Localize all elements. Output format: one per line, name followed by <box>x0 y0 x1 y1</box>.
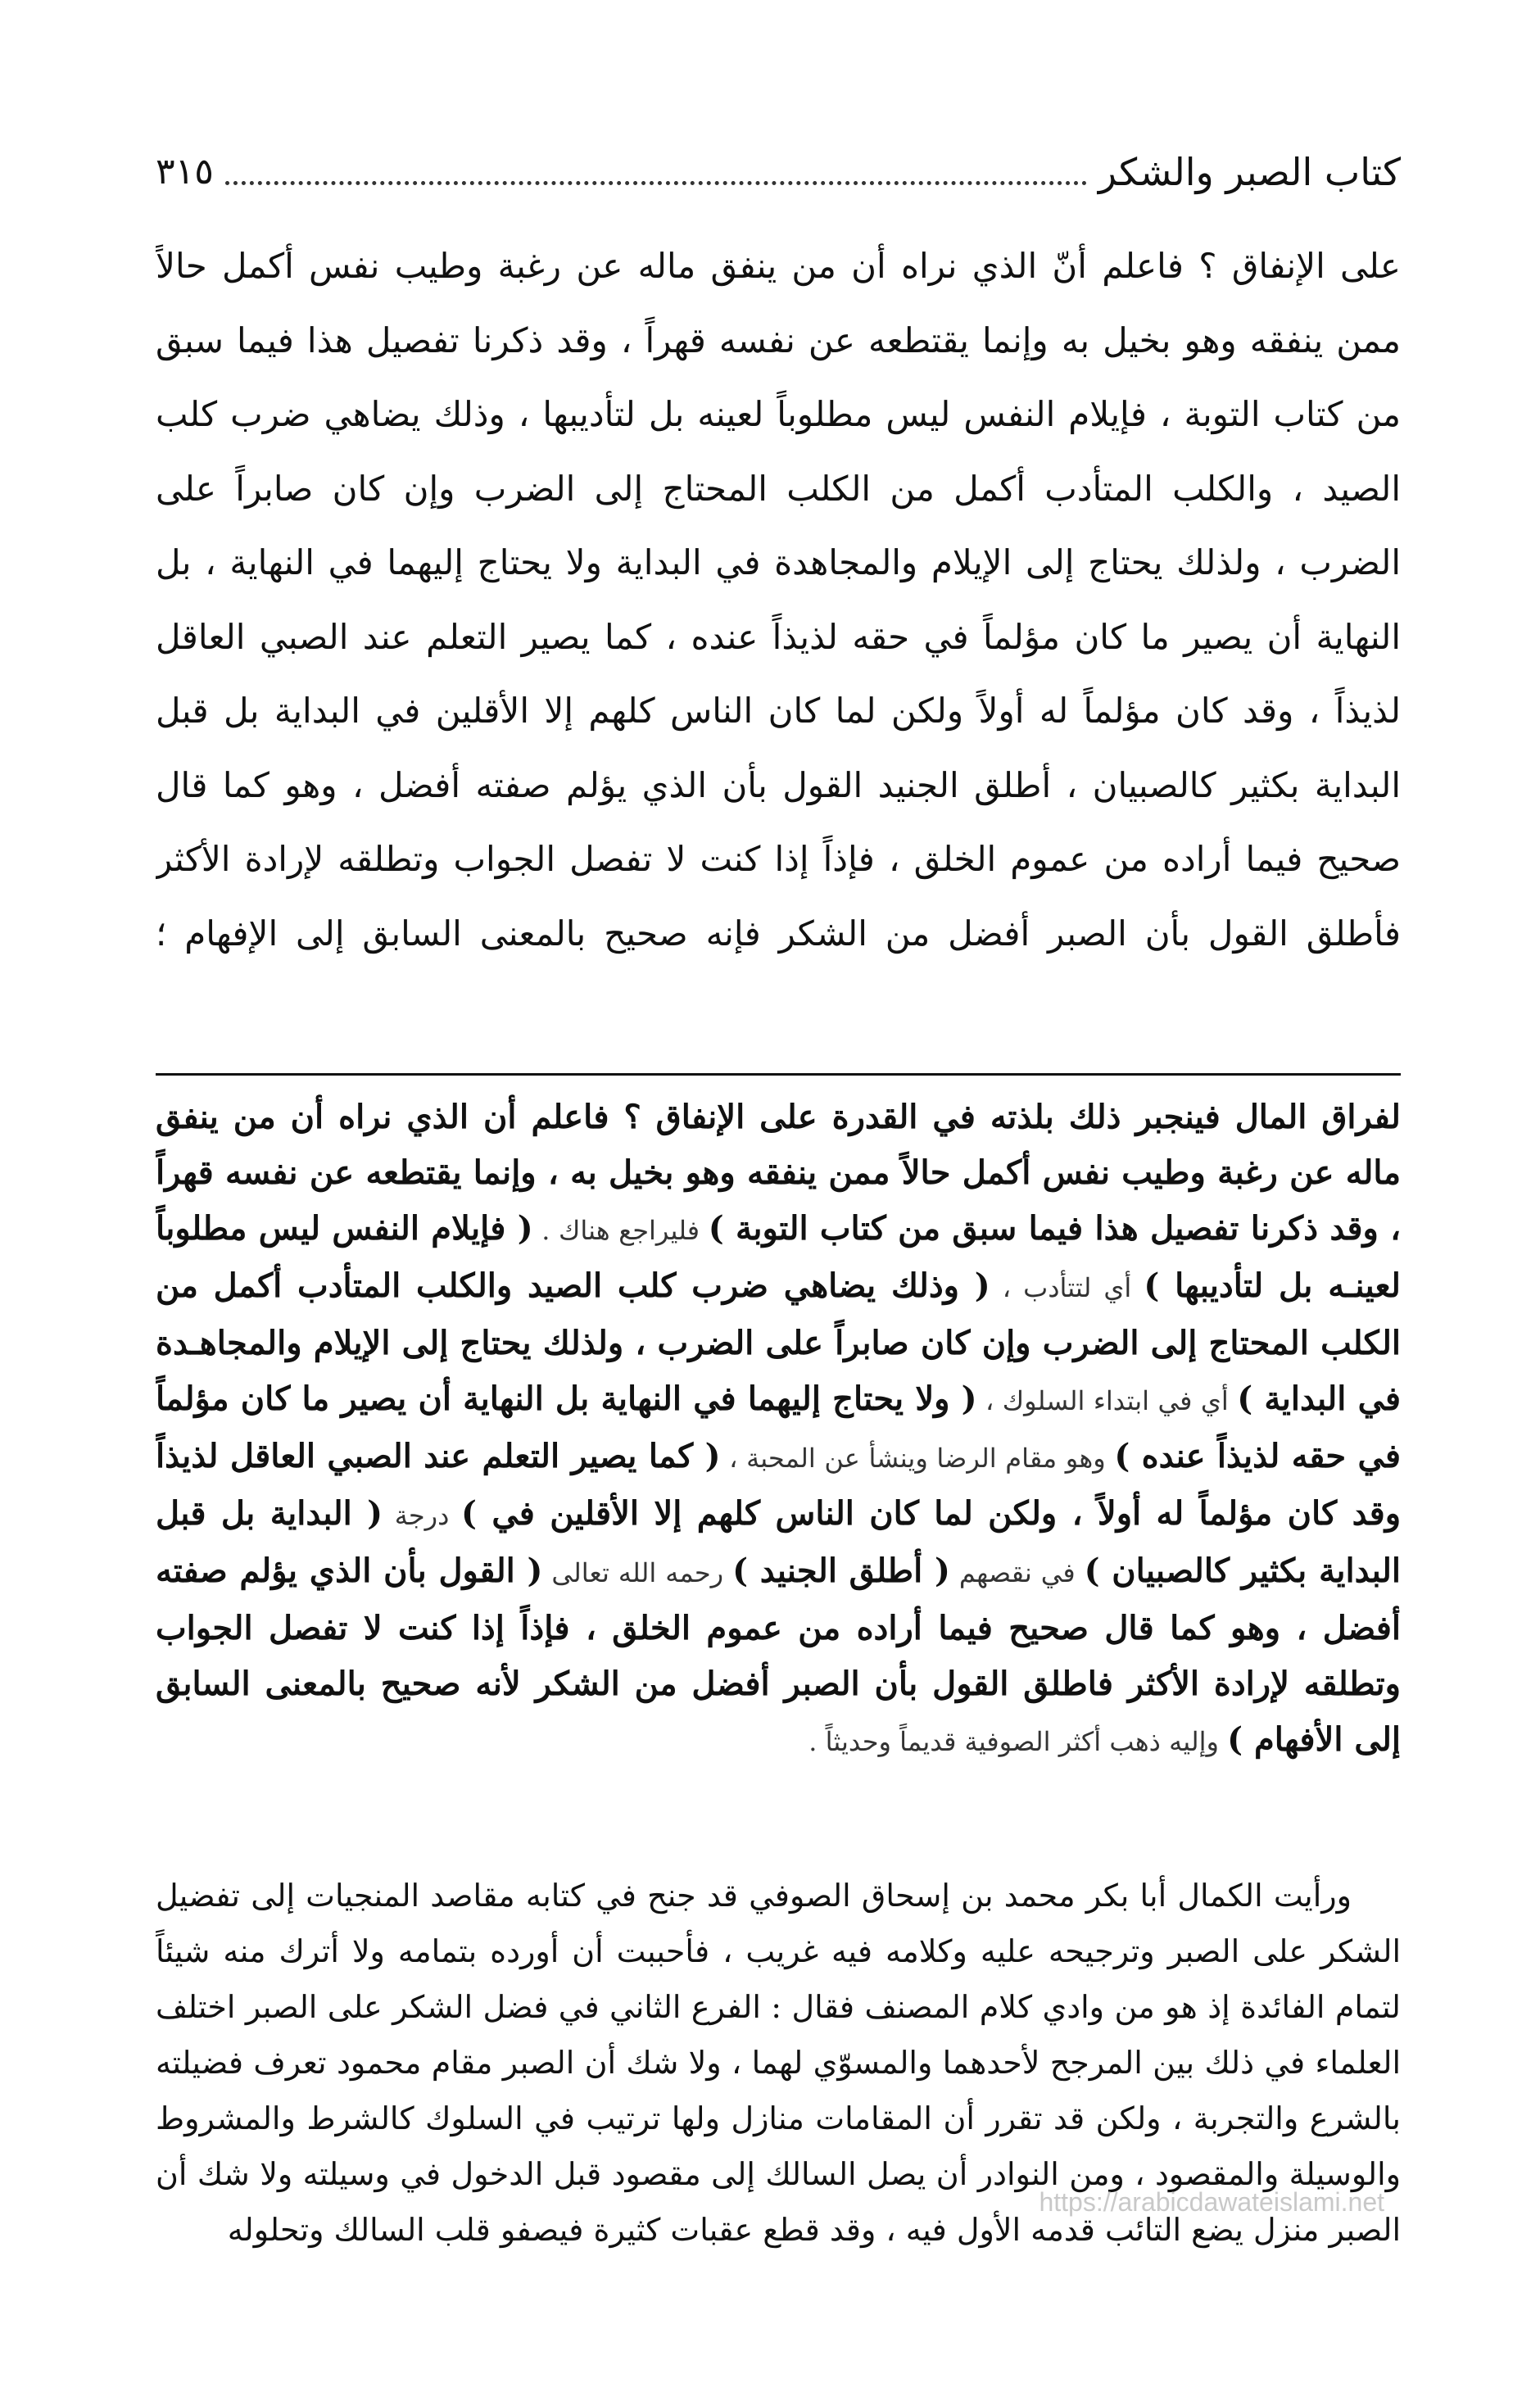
commentary-note: أي في ابتداء السلوك ، <box>976 1385 1238 1416</box>
commentary-quote: ( ولا يحتاج إليهما في النهاية بل النهاية أن يصير ما كان مؤلماً في حقه لذيذاً عنده ) <box>156 1380 1401 1475</box>
commentary-quote: ( أطلق الجنيد ) <box>732 1552 950 1590</box>
secondary-paragraph: ورأيت الكمال أبا بكر محمد بن إسحاق الصوفي قد جنح في كتابه مقاصد المنجيات إلى تفضيل الشكر على الصبر وترجيحه عليه وكلامه فيه غريب ، فأحببت أن أورده بتمامه ولا أترك منه شيئاً لتمام الفائدة إذ هو من وادي كلام المصنف فقال : الفرع الثاني في فضل الشكر على الصبر اختلف العلماء في ذلك بين المرجح لأحدهما والمسوّي لهما ، ولا شك أن الصبر مقام محمود تعرف فضيلته بالشرع والتجربة ، ولكن قد تقرر أن المقامات منازل ولها ترتيب في السلوك كالشرط والمشروط والوسيلة والمقصود ، ومن النوادر أن يصل السالك إلى مقصود قبل الدخول في وسيلته ولا شك أن الصبر منزل يضع التائب قدمه الأول فيه ، وقد قطع عقبات كثيرة فيصفو قلب السالك وتحلوله <box>156 1878 1401 2248</box>
commentary-note: فليراجع هناك . <box>532 1215 709 1246</box>
commentary-quote: ( البداية بل قبل البداية بكثير كالصبيان ) <box>156 1494 1401 1590</box>
section-divider <box>156 1073 1401 1076</box>
commentary-note: وإليه ذهب أكثر الصوفية قديماً وحديثاً . <box>808 1726 1228 1757</box>
book-page <box>156 123 1401 2335</box>
page-header <box>156 139 1401 197</box>
commentary-quote: ( فإيلام النفس ليس مطلوباً لعينـه بل لتأديبها ) <box>156 1209 1401 1305</box>
commentary-note: درجة <box>383 1500 462 1531</box>
commentary-note: وهو مقام الرضا وينشأ عن المحبة ، <box>720 1443 1115 1474</box>
commentary-quote: لفراق المال فينجبر ذلك بلذته في القدرة على الإنفاق ؟ فاعلم أن الذي نراه أن من ينفق ماله عن رغبة وطيب نفس أكمل حالاً ممن ينفقه وهو بخيل به ، وإنما يقتطعه عن نفسه قهراً ، وقد ذكرنا تفصيل هذا فيما سبق من كتاب التوبة ) <box>156 1098 1401 1248</box>
commentary-quote: ( القول بأن الذي يؤلم صفته أفضل ، وهو كما قال صحيح فيما أراده من عموم الخلق ، فإذاً إذا كنت لا تفصل الجواب وتطلقه لإرادة الأكثر فاطلق القول بأن الصبر أفضل من الشكر لأنه صحيح بالمعنى السابق إلى الأفهام ) <box>156 1552 1401 1759</box>
header-dot-leader <box>225 181 1087 185</box>
commentary-paragraph <box>156 1090 1401 1769</box>
watermark-url: https://arabicdawateislami.net <box>1039 2187 1384 2217</box>
book-title: كتاب الصبر والشكر <box>1098 150 1401 194</box>
commentary-quote: ( كما يصير التعلم عند الصبي العاقل لذيذاً وقد كان مؤلماً له أولاً ، ولكن لما كان الناس كلهم إلا الأقلين في ) <box>156 1437 1401 1533</box>
commentary-note: في نقصهم <box>949 1557 1085 1588</box>
main-text-block <box>156 229 1401 1049</box>
commentary-quote: ( وذلك يضاهي ضرب كلب الصيد والكلب المتأدب أكمل من الكلب المحتاج إلى الضرب وإن كان صابراً على الضرب ، ولذلك يحتاج إلى الإيلام والمجاهـدة في البداية ) <box>156 1266 1401 1418</box>
commentary-note: رحمه الله تعالى <box>542 1557 733 1588</box>
page-number: ٣١٥ <box>156 151 214 193</box>
main-text-paragraph: على الإنفاق ؟ فاعلم أنّ الذي نراه أن من ينفق ماله عن رغبة وطيب نفس أكمل حالاً ممن ينفقه وهو بخيل به وإنما يقتطعه عن نفسه قهراً ، وقد ذكرنا تفصيل هذا فيما سبق من كتاب التوبة ، فإيلام النفس ليس مطلوباً لعينه بل لتأديبها ، وذلك يضاهي ضرب كلب الصيد ، والكلب المتأدب أكمل من الكلب المحتاج إلى الضرب وإن كان صابراً على الضرب ، ولذلك يحتاج إلى الإيلام والمجاهدة في البداية ولا يحتاج إليهما في النهاية ، بل النهاية أن يصير ما كان مؤلماً في حقه لذيذاً عنده ، كما يصير التعلم عند الصبي العاقل لذيذاً ، وقد كان مؤلماً له أولاً ولكن لما كان الناس كلهم إلا الأقلين في البداية بل قبل البداية بكثير كالصبيان ، أطلق الجنيد القول بأن الذي يؤلم صفته أفضل ، وهو كما قال صحيح فيما أراده من عموم الخلق ، فإذاً إذا كنت لا تفصل الجواب وتطلقه لإرادة الأكثر فأطلق القول بأن الصبر أفضل من الشكر فإنه صحيح بالمعنى السابق إلى الإفهام ؛ <box>156 246 1401 954</box>
commentary-note: أي لتتأدب ، <box>990 1272 1144 1303</box>
commentary-block <box>156 1090 1401 1851</box>
